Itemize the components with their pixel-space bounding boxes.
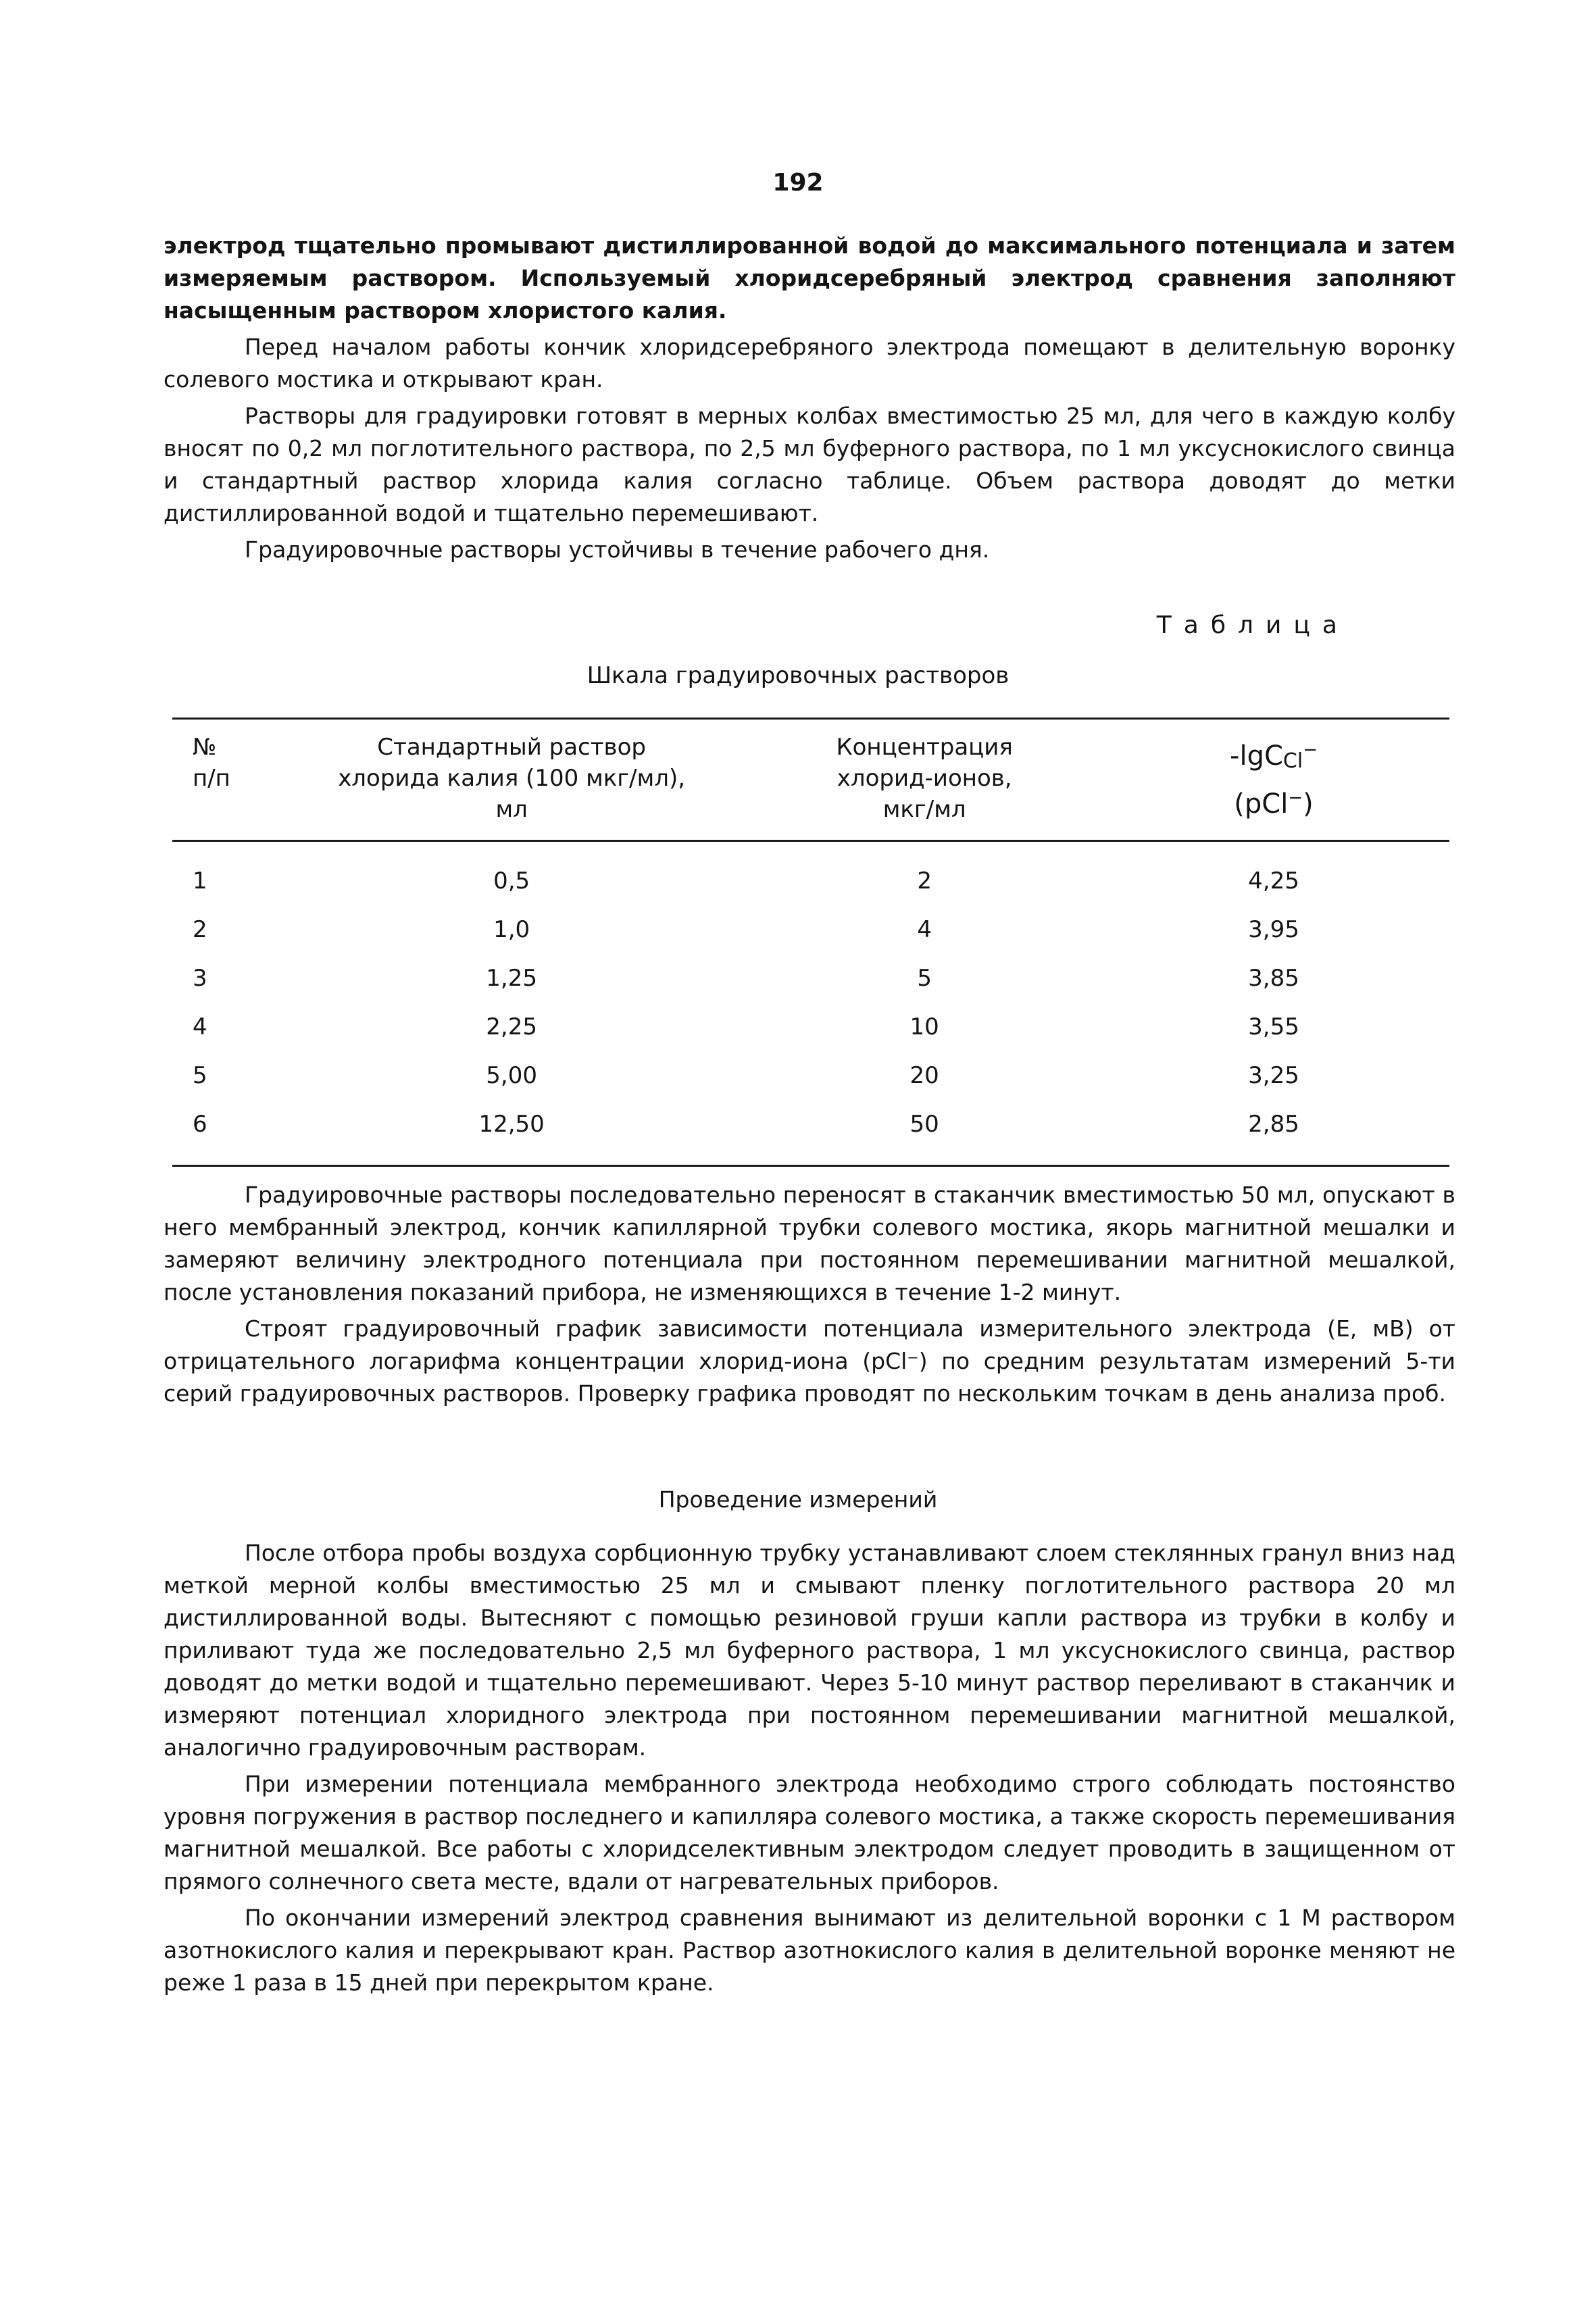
- cell-pcl: 4,25: [1248, 867, 1299, 895]
- calibration-table: [172, 718, 1449, 1167]
- cell-pcl: 3,25: [1248, 1062, 1299, 1089]
- page-number: 192: [772, 169, 824, 197]
- header-conc-line2: хлорид-ионов,: [837, 765, 1012, 792]
- cell-number: 5: [193, 1062, 207, 1089]
- header-conc-line3: мкг/мл: [882, 796, 966, 823]
- header-pcl-alt: [1098, 780, 1449, 822]
- table-row: [172, 1003, 1449, 1051]
- cell-standard: 5,00: [486, 1062, 537, 1089]
- table-row: [172, 841, 1449, 906]
- paragraph-sample-processing: После отбора пробы воздуха сорбционную трубку устанавливают слоем стеклянных гранул вниз над меткой мерной колбы вместимостью 25 мл и смывают пленку поглотительного раствора 20 мл дистиллированной воды. Вытесняют с помощью резиновой груши капли раствора из трубки в колбу и приливают туда же последовательно 2,5 мл буферного раствора, 1 мл уксуснокислого свинца, раствор доводят до метки водой и тщательно перемешивают. Через 5-10 минут раствор переливают в стаканчик и измеряют потенциал хлоридного электрода при постоянном перемешивании магнитной мешалкой, аналогично градуировочным растворам.: [164, 1540, 1455, 1761]
- header-number: [172, 719, 272, 841]
- cell-concentration: 50: [751, 1100, 1098, 1166]
- cell-number: 6: [172, 1100, 272, 1166]
- cell-standard: 0,5: [493, 867, 530, 895]
- cell-standard: 1,0: [493, 916, 530, 943]
- header-pcl-alt-sup: −: [1288, 788, 1303, 808]
- cell-concentration: 5: [917, 965, 932, 992]
- paragraph-measurement-conditions: При измерении потенциала мембранного электрода необходимо строго соблюдать постоянство уровня погружения в раствор последнего и капилляра солевого мостика, а также скорость перемешивания магнитной мешалкой. Все работы с хлоридселективным электродом следует проводить в защищенном от прямого солнечного света месте, вдали от нагревательных приборов.: [164, 1771, 1455, 1894]
- header-pcl-alt-close: ): [1303, 788, 1314, 820]
- table-header-row: [172, 719, 1449, 841]
- table-caption: Шкала градуировочных растворов: [587, 662, 1009, 689]
- header-number-line1: №: [193, 734, 217, 761]
- cell-number: 4: [193, 1013, 207, 1040]
- header-pcl-formula: [1098, 732, 1449, 780]
- paragraph-completion: По окончании измерений электрод сравнения вынимают из делительной воронки с 1 М раствором азотнокислого калия и перекрывают кран. Раствор азотнокислого калия в делительной воронке меняют не реже 1 раза в 15 дней при перекрытом кране.: [164, 1905, 1455, 1996]
- header-std-line1: Стандартный раствор: [377, 734, 646, 761]
- table-row: [172, 1100, 1449, 1166]
- cell-concentration: 10: [909, 1013, 939, 1040]
- cell-concentration: 4: [917, 916, 932, 943]
- intro-text: [164, 230, 1455, 570]
- cell-pcl: 3,85: [1248, 965, 1299, 992]
- cell-pcl: 3,55: [1248, 1013, 1299, 1040]
- header-concentration: [751, 719, 1098, 841]
- header-standard-solution: [272, 719, 751, 841]
- header-pcl-sup: −: [1303, 740, 1318, 760]
- cell-concentration: 20: [909, 1062, 939, 1089]
- cell-pcl: 3,95: [1248, 916, 1299, 943]
- header-pcl: [1098, 719, 1449, 841]
- cell-pcl: 2,85: [1098, 1100, 1449, 1166]
- paragraph-calibration-prep: Растворы для градуировки готовят в мерных колбах вместимостью 25 мл, для чего в каждую колбу вносят по 0,2 мл поглотительного раствора, по 2,5 мл буферного раствора, по 1 мл уксуснокислого свинца и стандартный раствор хлорида калия согласно таблице. Объем раствора доводят до метки дистиллированной водой и тщательно перемешивают.: [164, 403, 1455, 526]
- middle-text: [164, 1179, 1455, 1414]
- header-pcl-main: -lgC: [1230, 740, 1283, 772]
- paragraph-stability: Градуировочные растворы устойчивы в течение рабочего дня.: [245, 536, 990, 563]
- cell-standard: 12,50: [272, 1100, 751, 1166]
- header-pcl-sub: Cl: [1282, 749, 1303, 773]
- paragraph-electrode-placement: Перед началом работы кончик хлоридсеребряного электрода помещают в делительную воронку солевого мостика и открывают кран.: [164, 334, 1455, 393]
- measurement-text: [164, 1537, 1455, 2003]
- cell-standard: 2,25: [486, 1013, 537, 1040]
- section-heading: Проведение измерений: [658, 1486, 938, 1513]
- paragraph-electrode-rinse: электрод тщательно промывают дистиллированной водой до максимального потенциала и затем измеряемым раствором. Используемый хлоридсеребряный электрод сравнения заполняют насыщенным раствором хлористого калия.: [164, 232, 1455, 324]
- cell-number: 2: [193, 916, 207, 943]
- cell-number: 3: [193, 965, 207, 992]
- header-std-line3: мл: [495, 796, 528, 823]
- paragraph-calibration-measurement: Градуировочные растворы последовательно переносят в стаканчик вместимостью 50 мл, опускают в него мембранный электрод, кончик капиллярной трубки солевого мостика, якорь магнитной мешалки и замеряют величину электродного потенциала при постоянном перемешивании магнитной мешалкой, после установления показаний прибора, не изменяющихся в течение 1-2 минут.: [164, 1182, 1455, 1305]
- cell-standard: 1,25: [486, 965, 537, 992]
- table-row: [172, 1051, 1449, 1100]
- table-row: [172, 905, 1449, 954]
- header-conc-line1: Концентрация: [836, 734, 1013, 761]
- header-number-line2: п/п: [193, 765, 230, 792]
- header-std-line2: хлорида калия (100 мкг/мл),: [338, 765, 686, 792]
- header-pcl-alt-text: (pCl: [1234, 788, 1289, 820]
- table-row: [172, 954, 1449, 1003]
- paragraph-calibration-graph: Строят градуировочный график зависимости потенциала измерительного электрода (Е, мВ) от отрицательного логарифма концентрации хлорид-иона (pCl⁻) по средним результатам измерений 5-ти серий градуировочных растворов. Проверку графика проводят по нескольким точкам в день анализа проб.: [164, 1315, 1455, 1407]
- table-label: Таблица: [1156, 611, 1349, 639]
- cell-number: 1: [193, 867, 207, 895]
- cell-concentration: 2: [917, 867, 932, 895]
